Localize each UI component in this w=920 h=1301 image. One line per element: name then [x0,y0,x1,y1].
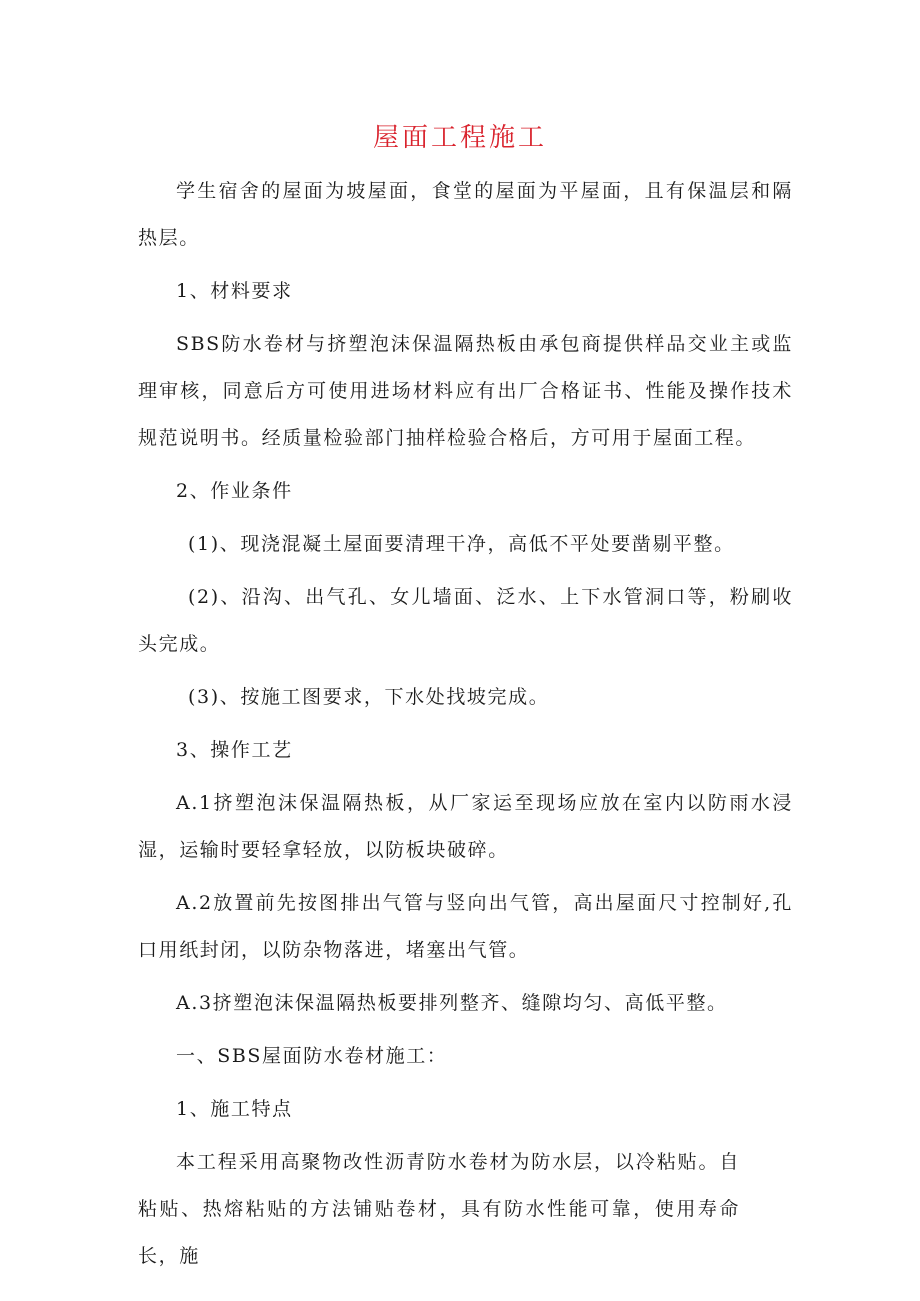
condition-item-3: (3)、按施工图要求，下水处找坡完成。 [188,686,550,708]
process-step-a2: A.2放置前先按图排出气管与竖向出气管，高出屋面尺寸控制好,孔口用纸封闭，以防杂物落进，堵塞出气管。 [138,892,793,961]
heading-process: 3、操作工艺 [176,739,293,761]
document-body [138,168,793,1280]
page-title: 屋面工程施工 [372,123,547,153]
process-step-a3: A.3挤塑泡沫保温隔热板要排列整齐、缝隙均匀、高低平整。 [176,992,728,1014]
condition-item-1: (1)、现浇混凝土屋面要清理干净，高低不平处要凿剔平整。 [188,533,735,555]
heading-features: 1、施工特点 [176,1098,293,1120]
paragraph-materials: SBS防水卷材与挤塑泡沫保温隔热板由承包商提供样品交业主或监理审核，同意后方可使用进场材料应有出厂合格证书、性能及操作技术规范说明书。经质量检验部门抽样检验合格后，方可用于屋面工程。 [138,333,793,449]
process-step-a1: A.1挤塑泡沫保温隔热板，从厂家运至现场应放在室内以防雨水浸湿，运输时要轻拿轻放，以防板块破碎。 [138,792,793,861]
paragraph-features: 本工程采用高聚物改性沥青防水卷材为防水层，以冷粘贴。自粘贴、热熔粘贴的方法铺贴卷材，具有防水性能可靠，使用寿命长，施 [138,1151,740,1267]
section-heading-sbs: 一、SBS屋面防水卷材施工： [176,1045,448,1067]
condition-item-2: (2)、沿沟、出气孔、女儿墙面、泛水、上下水管洞口等，粉刷收头完成。 [138,586,793,655]
heading-conditions: 2、作业条件 [176,480,293,502]
heading-materials: 1、材料要求 [176,280,293,302]
paragraph-intro: 学生宿舍的屋面为坡屋面，食堂的屋面为平屋面，且有保温层和隔热层。 [138,180,793,249]
